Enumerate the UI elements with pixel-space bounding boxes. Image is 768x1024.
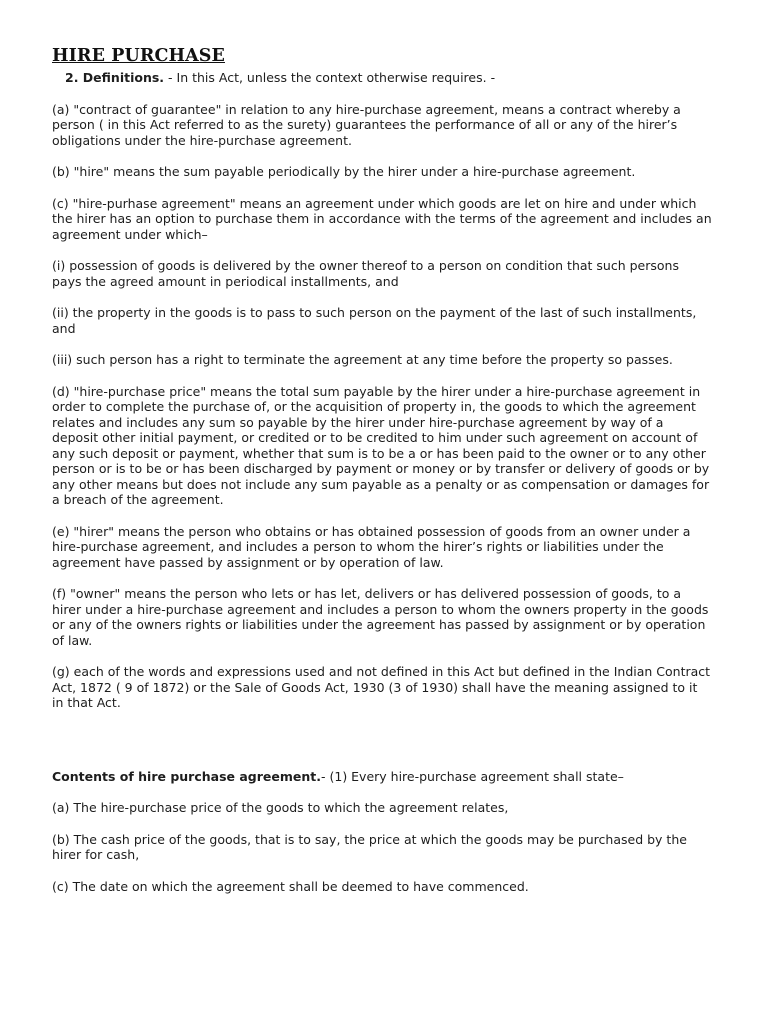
- contents-intro: [52, 769, 712, 785]
- definition-g: (g) each of the words and expressions used and not defined in this Act but defined in the Indian Contract Act, 1872 ( 9 of 1872) or the Sale of Goods Act, 1930 (3 of 1930) shall have the meaning assigned to it in that Act.: [52, 664, 711, 710]
- definition-c-ii: (ii) the property in the goods is to pass to such person on the payment of the last of such installments, and: [52, 305, 697, 336]
- contents-item-c: (c) The date on which the agreement shall be deemed to have commenced.: [52, 878, 529, 894]
- contents-item-a: (a) The hire-purchase price of the goods to which the agreement relates,: [52, 800, 509, 815]
- definition-e: (e) "hirer" means the person who obtains or has obtained possession of goods from an owner under a hire-purchase agreement, and includes a person to whom the hirer’s rights or liabilities under the agreement have passed by assignment or by operation of law.: [52, 523, 691, 570]
- section-spacer: [52, 727, 712, 769]
- definition-d: (d) "hire-purchase price" means the total sum payable by the hirer under a hire-purchase agreement in order to complete the purchase of, or the acquisition of property in, the goods to which the agreement relates and includes any sum so payable by the hirer under hire-purchase agreement by way of a deposit other initial payment, or credited or to be credited to him under such agreement on account of any such deposit or payment, whether that sum is to be a or has been paid to the owner or to any other person or is to be or has been discharged by payment or money or by transfer or delivery of goods or by any other means but does not include any sum payable as a penalty or as compensation or damages for a breach of the agreement.: [52, 383, 710, 507]
- section-heading: 2. Definitions.: [65, 70, 165, 85]
- definition-b: (b) "hire" means the sum payable periodically by the hirer under a hire-purchase agreement.: [52, 164, 636, 179]
- contents-heading: Contents of hire purchase agreement.: [52, 768, 321, 784]
- contents-intro-text: - (1) Every hire-purchase agreement shall state–: [321, 768, 624, 784]
- section-intro-text: - In this Act, unless the context otherwise requires. -: [164, 70, 496, 85]
- definition-a: (a) "contract of guarantee" in relation to any hire-purchase agreement, means a contract whereby a person ( in this Act referred to as the surety) guarantees the performance of all or any of the hirer’s obligations under the hire-purchase agreement.: [52, 101, 681, 148]
- definition-c-iii: (iii) such person has a right to terminate the agreement at any time before the property so passes.: [52, 352, 673, 367]
- definition-f: (f) "owner" means the person who lets or has let, delivers or has delivered possession of goods, to a hirer under a hire-purchase agreement and includes a person to whom the owners property in the goods or any of the owners rights or liabilities under the agreement has passed by assignment or by operation of law.: [52, 586, 709, 648]
- contents-item-b: (b) The cash price of the goods, that is to say, the price at which the goods may be purchased by the hirer for cash,: [52, 831, 687, 862]
- section-intro: [65, 70, 712, 86]
- page-title: HIRE PURCHASE: [52, 46, 225, 66]
- definition-c: (c) "hire-purhase agreement" means an agreement under which goods are let on hire and under which the hirer has an option to purchase them in accordance with the terms of the agreement and includes an agreement under which–: [52, 195, 712, 242]
- document-page: [52, 44, 712, 910]
- definition-c-i: (i) possession of goods is delivered by the owner thereof to a person on condition that such persons pays the agreed amount in periodical installments, and: [52, 258, 679, 289]
